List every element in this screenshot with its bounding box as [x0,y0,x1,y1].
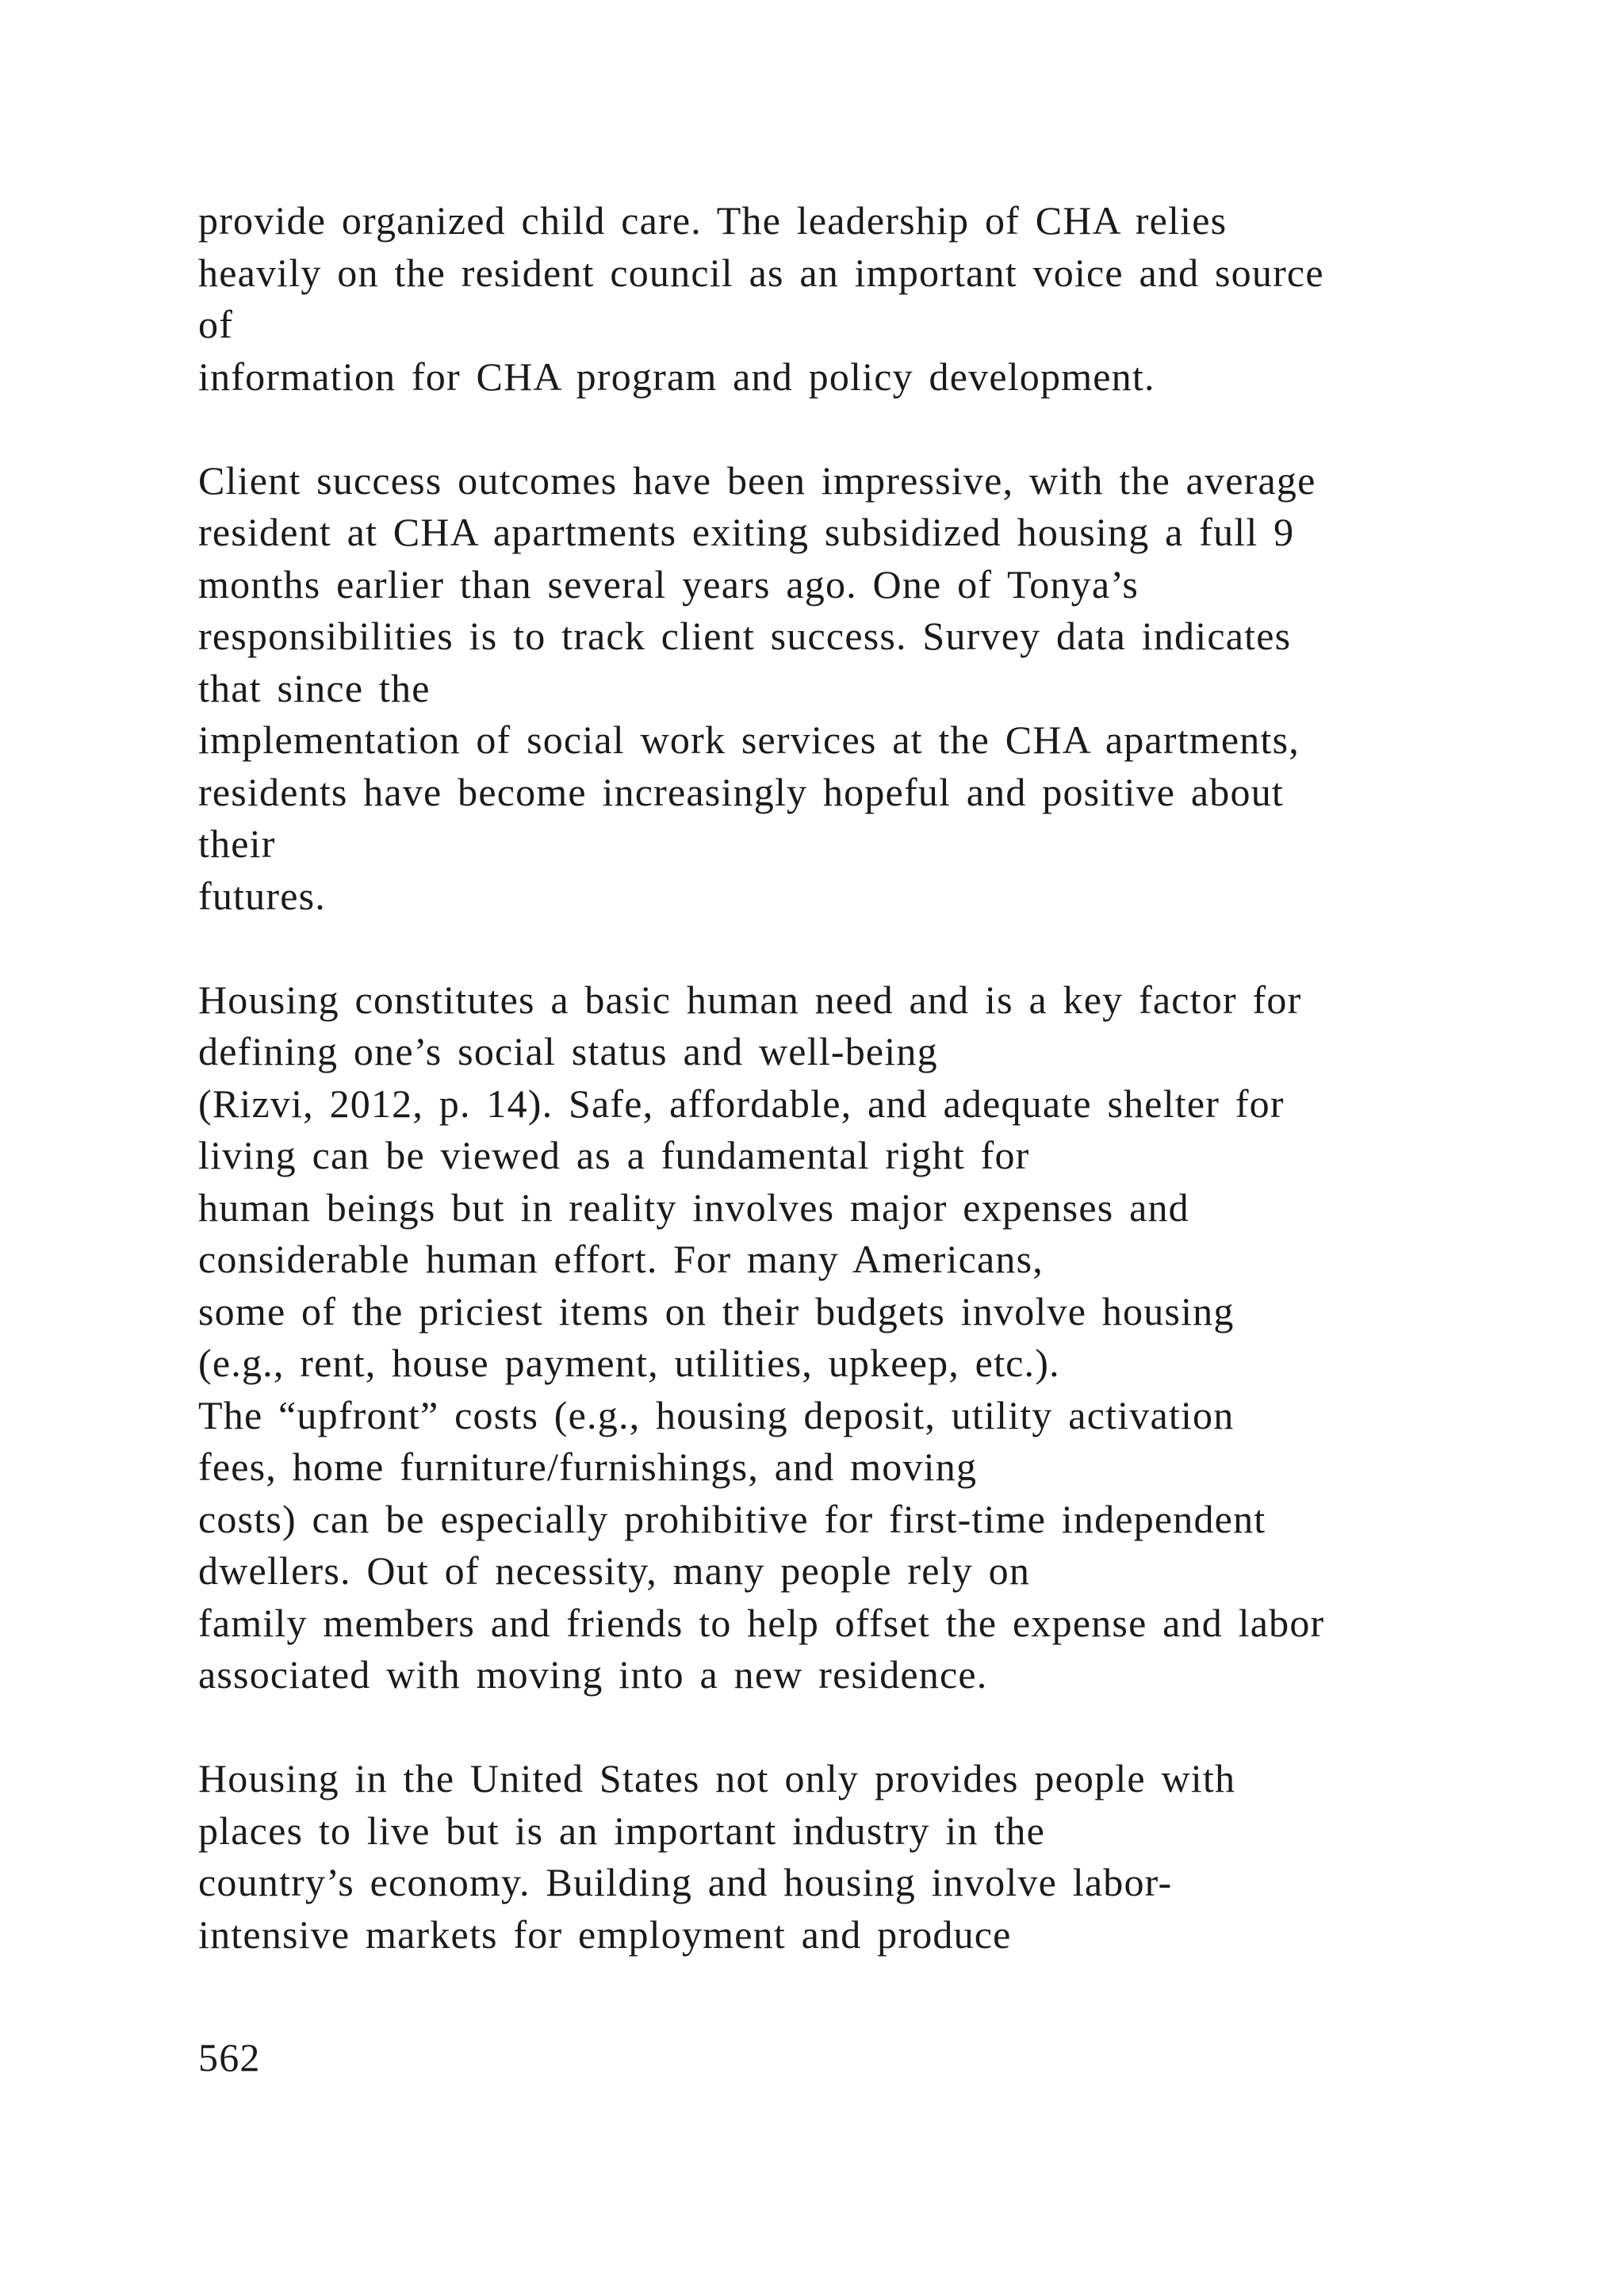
text-line: associated with moving into a new residence. [198,1652,988,1697]
text-line: months earlier than several years ago. One of Tonya’s [198,561,1139,607]
text-line: Client success outcomes have been impressive, with the average [198,457,1316,503]
text-line: Housing in the United States not only provides people with [198,1756,1236,1800]
text-line: living can be viewed as a fundamental right for [198,1133,1030,1177]
text-line: heavily on the resident council as an important voice and source [198,250,1324,295]
text-line: implementation of social work services at the CHA apartments, [198,718,1300,762]
text-line: futures. [198,873,326,918]
text-line: information for CHA program and policy development. [198,354,1155,399]
text-line: country’s economy. Building and housing involve labor- [198,1860,1173,1904]
paragraph-client-success [198,455,1435,923]
text-line: costs) can be especially prohibitive for first-time independent [198,1496,1266,1541]
paragraph-housing-industry [198,1753,1435,1961]
text-line: some of the priciest items on their budgets involve housing [198,1288,1235,1334]
text-line: defining one’s social status and well-being [198,1029,938,1073]
text-line: considerable human effort. For many Americans, [198,1237,1044,1281]
text-line: Housing constitutes a basic human need and is a key factor for [198,977,1302,1022]
text-line: provide organized child care. The leadership of CHA relies [198,198,1228,243]
paragraph-child-care [198,195,1435,403]
text-line: their [198,821,276,866]
text-line: (e.g., rent, house payment, utilities, upkeep, etc.). [198,1341,1060,1385]
text-line: fees, home furniture/furnishings, and moving [198,1445,978,1489]
page-number: 562 [198,2035,261,2080]
text-line: that since the [198,665,431,710]
text-line: residents have become increasingly hopeful and positive about [198,769,1284,814]
text-line: intensive markets for employment and produce [198,1911,1012,1957]
text-line: The “upfront” costs (e.g., housing deposit, utility activation [198,1392,1235,1437]
text-line: dwellers. Out of necessity, many people rely on [198,1548,1031,1593]
text-line: of [198,302,234,346]
text-line: (Rizvi, 2012, p. 14). Safe, affordable, and adequate shelter for [198,1081,1285,1126]
text-line: responsibilities is to track client success. Survey data indicates [198,614,1292,658]
paragraph-housing-need [198,974,1435,1701]
text-line: family members and friends to help offset the expense and labor [198,1600,1325,1645]
body-text [198,195,1435,2013]
text-line: places to live but is an important industry in the [198,1808,1046,1853]
text-line: human beings but in reality involves major expenses and [198,1184,1189,1230]
text-line: resident at CHA apartments exiting subsidized housing a full 9 [198,510,1295,554]
